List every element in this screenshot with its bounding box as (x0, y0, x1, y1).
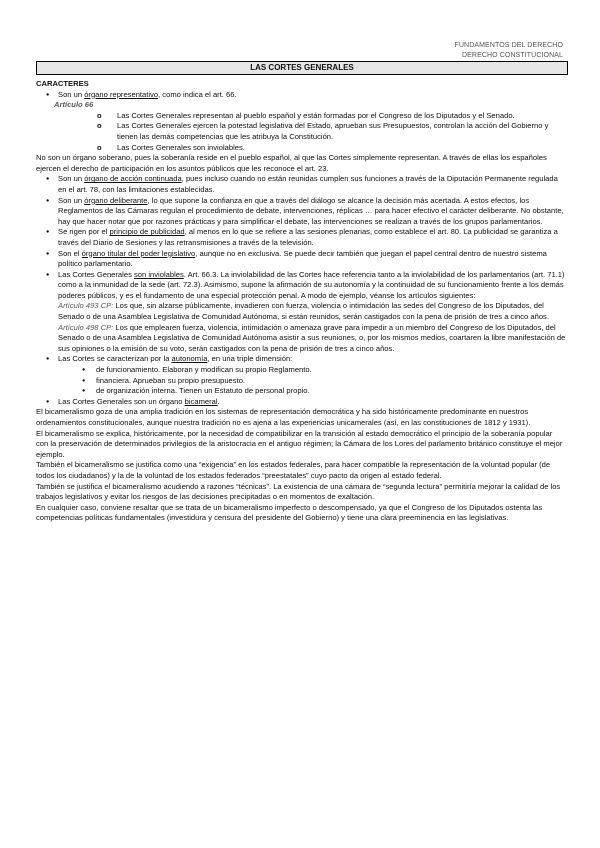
bullet-bicameral: ● Las Cortes Generales son un órgano bicameral. (36, 397, 566, 408)
section-heading: CARACTERES (36, 79, 89, 88)
paragraph-bicameralismo: También se justifica el bicameralismo acudiendo a razones “técnicas”. La existencia de una cámara de “segunda lectura” permitiría mejorar la calidad de los trabajos legislativos y evitar los riesgos de las decisiones precipitadas o en momentos de exaltación. (36, 481, 561, 502)
autonomia-item: ● financiera. Aprueban su propio presupuesto. (36, 376, 566, 387)
article-493-cp: Artículo 493 CP: Los que, sin alzarse públicamente, invadieren con fuerza, violencia o intimidación las sedes del Congreso de los Diputados, del Senado o de una Asamblea Legislativa de Comunidad Autónoma, si están reunidos, serán castigados con la pena de prisión de tres a cinco años. (58, 301, 549, 322)
article-66-item: o Las Cortes Generales son inviolables. (36, 143, 566, 154)
bullet-deliberante: ● Son un órgano deliberante, lo que supone la confianza en que a través del diálogo se alcance la decisión más acertada. A estos efectos, los Reglamentos de las Cámaras regulan el procedimiento de debate, intervenciones, réplicas … para hacer efectivo el carácter deliberante. No obstante, hay que hacer notar que por razones prácticas y para simplificar el debate, las intervenciones se realizan a través de los grupos parlamentarios. (36, 196, 566, 228)
article-66-label: Artículo 66 (54, 100, 94, 110)
bullet-representativo: ● Son un órgano representativo, como indica el art. 66. (36, 90, 566, 101)
autonomia-item: ● de organización interna. Tienen un Estatuto de personal propio. (36, 386, 566, 397)
bullet-inviolables: ● Las Cortes Generales son inviolables. Art. 66.3. La inviolabilidad de las Cortes hace referencia tanto a la inviolabilidad de los parlamentarios (art. 71.1) como a la inmunidad de la sede (art. 72.3). Asimismo, supone la afirmación de su autonomía y la continuidad de su funcionamiento frente a los demás poderes públicos, y es el fundamento de una especial protección penal. A modo de ejemplo, véanse los artículos siguientes: (36, 270, 566, 302)
article-66-item: o Las Cortes Generales ejercen la potestad legislativa del Estado, aprueban sus Presupuestos, controlan la acción del Gobierno y tienen las demás competencias que les atribuya la Constitución. (36, 121, 566, 142)
paragraph-bicameralismo: En cualquier caso, conviene resaltar que se trata de un bicameralismo imperfecto o descompensado, ya que el Congreso de los Diputados ostenta las competencias políticas fundamentales (investidura y censura del presidente del Gobierno) y tiene una clara preeminencia en las legislativas. (36, 502, 543, 523)
bullet-autonomia: ● Las Cortes se caracterizan por la autonomía, en una triple dimensión: (36, 354, 566, 365)
bullet-continuada: ● Son un órgano de acción continuada, pues incluso cuando no están reunidas cumplen sus funciones a través de la Diputación Permanente regulada en el art. 78, con las limitaciones establecidas. (36, 174, 566, 195)
article-498-cp: Artículo 498 CP: Los que emplearen fuerza, violencia, intimidación o amenaza grave para impedir a un miembro del Congreso de los Diputados, del Senado o de una Asamblea Legislativa de Comunidad Autónoma asistir a sus reuniones, o, por los mismos medios, coartaren la libre manifestación de sus opiniones o la emisión de su voto, serán castigados con la pena de prisión de tres a cinco años. (58, 322, 566, 353)
paragraph-soberano: No son un órgano soberano, pues la soberanía reside en el pueblo español, al que las Cortes simplemente representan. A través de ellas los españoles ejercen el derecho de participación en los asuntos públicos que les reconoce el art. 23. (36, 153, 547, 173)
bullet-titular: ● Son el órgano titular del poder legislativo, aunque no en exclusiva. Se puede decir también que juegan el papel central dentro de nuestro sistema político parlamentario. (36, 249, 566, 270)
page-title: LAS CORTES GENERALES (36, 61, 568, 75)
paragraph-bicameralismo: También el bicameralismo se justifica como una “exigencia” en los estados federales, para hacer compatible la representación de la voluntad popular (de todos los ciudadanos) y la de la voluntad de los estados federados “preestatales” cuyo pacto da origen al estado federal. (36, 460, 551, 480)
header-topic: DERECHO CONSTITUCIONAL (462, 51, 563, 59)
document-body (36, 79, 566, 524)
article-66-item: o Las Cortes Generales representan al pueblo español y están formadas por el Congreso de los Diputados y el Senado. (36, 111, 566, 122)
paragraph-bicameralismo: El bicameralismo goza de una amplia tradición en los sistemas de representación democrática y ha sido históricamente predominante en nuestros ordenamientos constitucionales, aunque nuestra tradición no es ajena a las experiencias unicamerales (así, en las constituciones de 1812 y 1931). (36, 407, 531, 427)
bullet-publicidad: ● Se rigen por el principio de publicidad, al menos en lo que se refiere a las sesiones plenarias, como establece el art. 80. La publicidad se garantiza a través del Diario de Sesiones y las retransmisiones a través de la televisión. (36, 227, 566, 248)
paragraph-bicameralismo: El bicameralismo se explica, históricamente, por la necesidad de compatibilizar en la transición al estado democrático el principio de la soberanía popular con la preservación de determinados privilegios de la aristocracia en el antiguo régimen; la Cámara de los Lores del parlamento británico constituye el mejor ejemplo. (36, 428, 563, 459)
header-subject: FUNDAMENTOS DEL DERECHO (454, 42, 563, 49)
document-header (455, 41, 563, 60)
autonomia-item: ● de funcionamiento. Elaboran y modifican su propio Reglamento. (36, 365, 566, 376)
